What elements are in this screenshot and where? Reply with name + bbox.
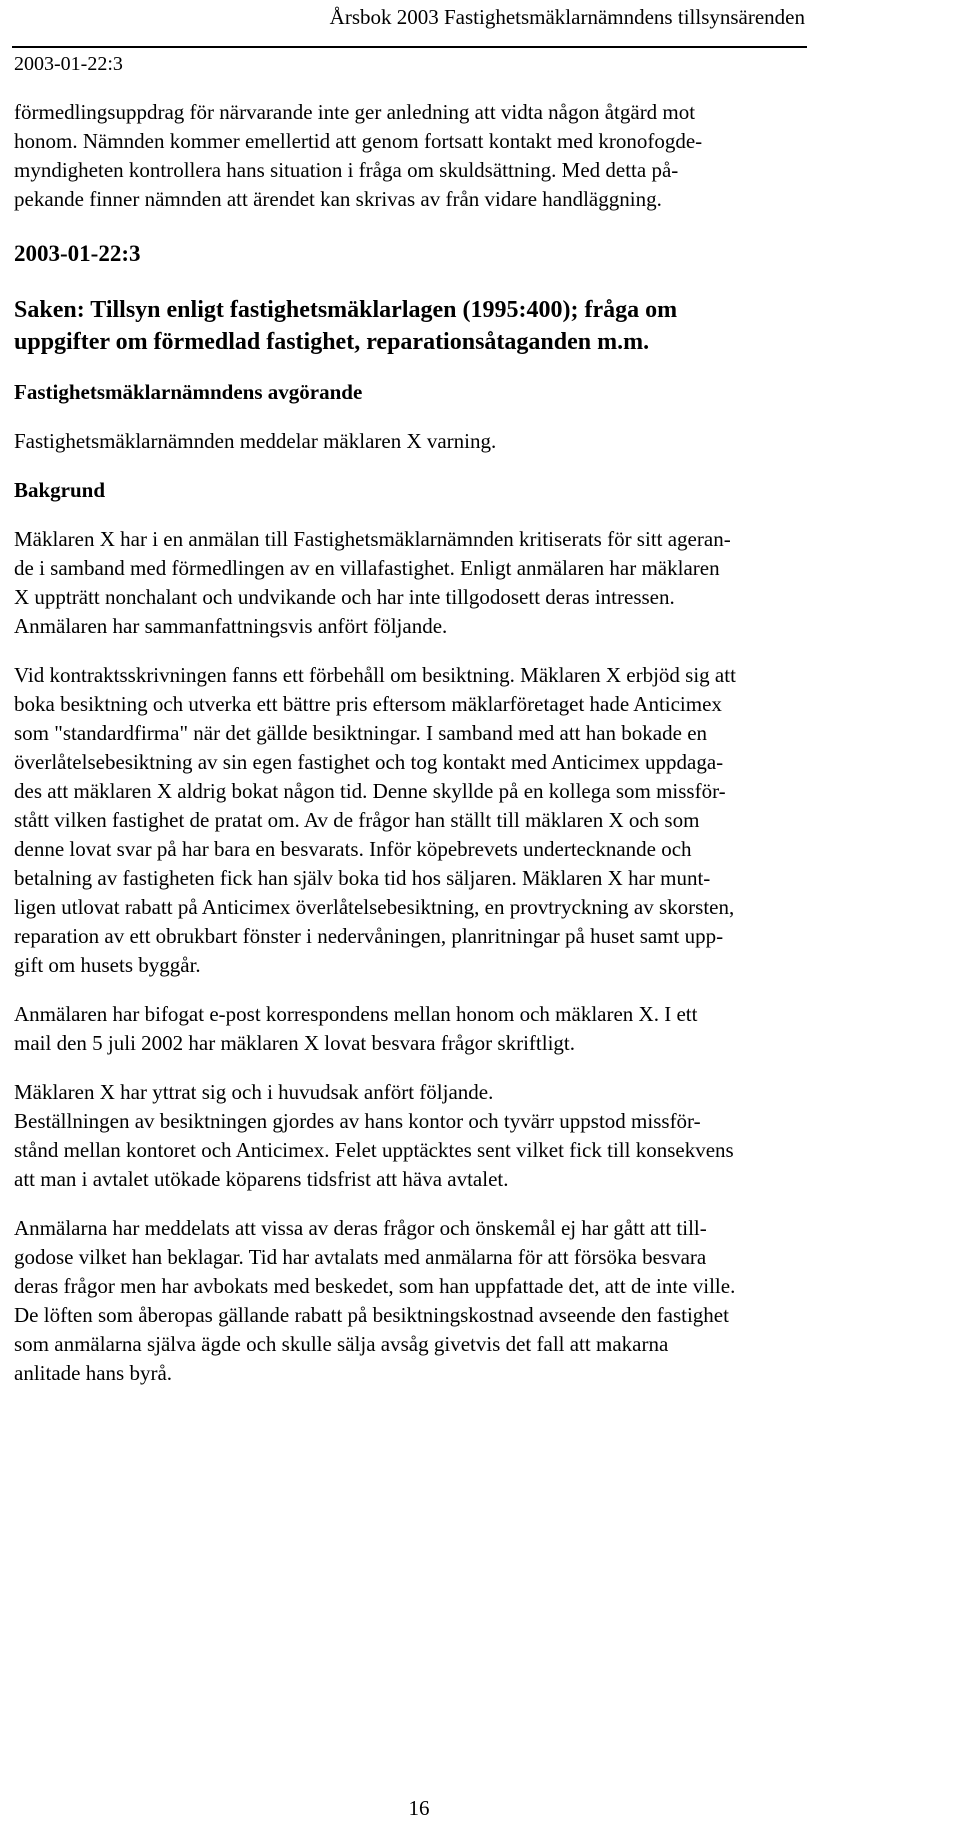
text-line: godose vilket han beklagar. Tid har avtalats med anmälarna för att försöka besvara	[14, 1245, 707, 1269]
page-number: 16	[408, 1796, 430, 1820]
running-header-case-id: 2003-01-22:3	[14, 53, 123, 75]
text-line: Anmälaren har sammanfattningsvis anfört följande.	[14, 614, 448, 638]
case-title-line: Saken: Tillsyn enligt fastighetsmäklarlagen (1995:400); fråga om	[14, 297, 678, 323]
text-line: ligen utlovat rabatt på Anticimex överlåtelsebesiktning, en provtryckning av skorsten,	[14, 895, 735, 919]
intro-paragraph	[14, 98, 814, 214]
text-line: mail den 5 juli 2002 har mäklaren X lovat besvara frågor skriftligt.	[14, 1031, 576, 1055]
text-line: Mäklaren X har i en anmälan till Fastighetsmäklarnämnden kritiserats för sitt ageran-	[14, 527, 731, 551]
body-paragraph	[14, 1078, 814, 1194]
case-title-line: uppgifter om förmedlad fastighet, reparationsåtaganden m.m.	[14, 329, 650, 355]
text-line: gift om husets byggår.	[14, 953, 201, 977]
text-line: Beställningen av besiktningen gjordes av hans kontor och tyvärr uppstod missför-	[14, 1109, 701, 1133]
text-line: att man i avtalet utökade köparens tidsfrist att häva avtalet.	[14, 1167, 509, 1191]
body-paragraph	[14, 661, 814, 980]
text-line: des att mäklaren X aldrig bokat någon tid. Denne skyllde på en kollega som missför-	[14, 779, 726, 803]
text-line: Anmälaren har bifogat e-post korrespondens mellan honom och mäklaren X. I ett	[14, 1002, 698, 1026]
body-paragraph	[14, 1214, 814, 1388]
text-line: myndigheten kontrollera hans situation i fråga om skuldsättning. Med detta på-	[14, 158, 679, 182]
text-line: X uppträtt nonchalant och undvikande och har inte tillgodosett deras intressen.	[14, 585, 675, 609]
text-line: Mäklaren X har yttrat sig och i huvudsak anfört följande.	[14, 1080, 494, 1104]
text-line: Vid kontraktsskrivningen fanns ett förbehåll om besiktning. Mäklaren X erbjöd sig att	[14, 663, 736, 687]
text-line: förmedlingsuppdrag för närvarande inte ger anledning att vidta någon åtgärd mot	[14, 100, 696, 124]
decision-heading: Fastighetsmäklarnämndens avgörande	[14, 380, 363, 404]
text-line: boka besiktning och utverka ett bättre pris eftersom mäklarföretaget hade Anticimex	[14, 692, 722, 716]
text-line: denne lovat svar på har bara en besvarats. Inför köpebrevets undertecknande och	[14, 837, 692, 861]
text-line: stått vilken fastighet de pratat om. Av de frågor han ställt till mäklaren X och som	[14, 808, 700, 832]
text-line: deras frågor men har avbokats med beskedet, som han uppfattade det, att de inte ville.	[14, 1274, 736, 1298]
text-line: betalning av fastigheten fick han själv boka tid hos säljaren. Mäklaren X har munt-	[14, 866, 711, 890]
text-line: överlåtelsebesiktning av sin egen fastighet och tog kontakt med Anticimex uppdaga-	[14, 750, 724, 774]
text-line: stånd mellan kontoret och Anticimex. Felet upptäcktes sent vilket fick till konsekvens	[14, 1138, 734, 1162]
text-line: honom. Nämnden kommer emellertid att genom fortsatt kontakt med kronofogde-	[14, 129, 703, 153]
text-line: Anmälarna har meddelats att vissa av deras frågor och önskemål ej har gått att till-	[14, 1216, 707, 1240]
body-paragraph	[14, 525, 814, 641]
text-line: reparation av ett obrukbart fönster i nedervåningen, planritningar på huset samt upp-	[14, 924, 724, 948]
text-line: som "standardfirma" när det gällde besiktningar. I samband med att han bokade en	[14, 721, 708, 745]
text-line: de i samband med förmedlingen av en villafastighet. Enligt anmälaren har mäklaren	[14, 556, 720, 580]
running-header-title: Årsbok 2003 Fastighetsmäklarnämndens tillsynsärenden	[329, 5, 805, 29]
text-line: pekande finner nämnden att ärendet kan skrivas av från vidare handläggning.	[14, 187, 662, 211]
text-line: De löften som åberopas gällande rabatt på besiktningskostnad avseende den fastighet	[14, 1303, 729, 1327]
background-heading: Bakgrund	[14, 478, 106, 502]
case-title	[14, 294, 814, 358]
text-line: anlitade hans byrå.	[14, 1361, 173, 1385]
document-body	[14, 98, 814, 1388]
decision-text: Fastighetsmäklarnämnden meddelar mäklaren X varning.	[14, 429, 497, 453]
case-date-heading: 2003-01-22:3	[14, 241, 141, 266]
header-divider	[12, 46, 807, 48]
body-paragraph	[14, 1000, 814, 1058]
text-line: som anmälarna själva ägde och skulle sälja avsåg givetvis det fall att makarna	[14, 1332, 669, 1356]
